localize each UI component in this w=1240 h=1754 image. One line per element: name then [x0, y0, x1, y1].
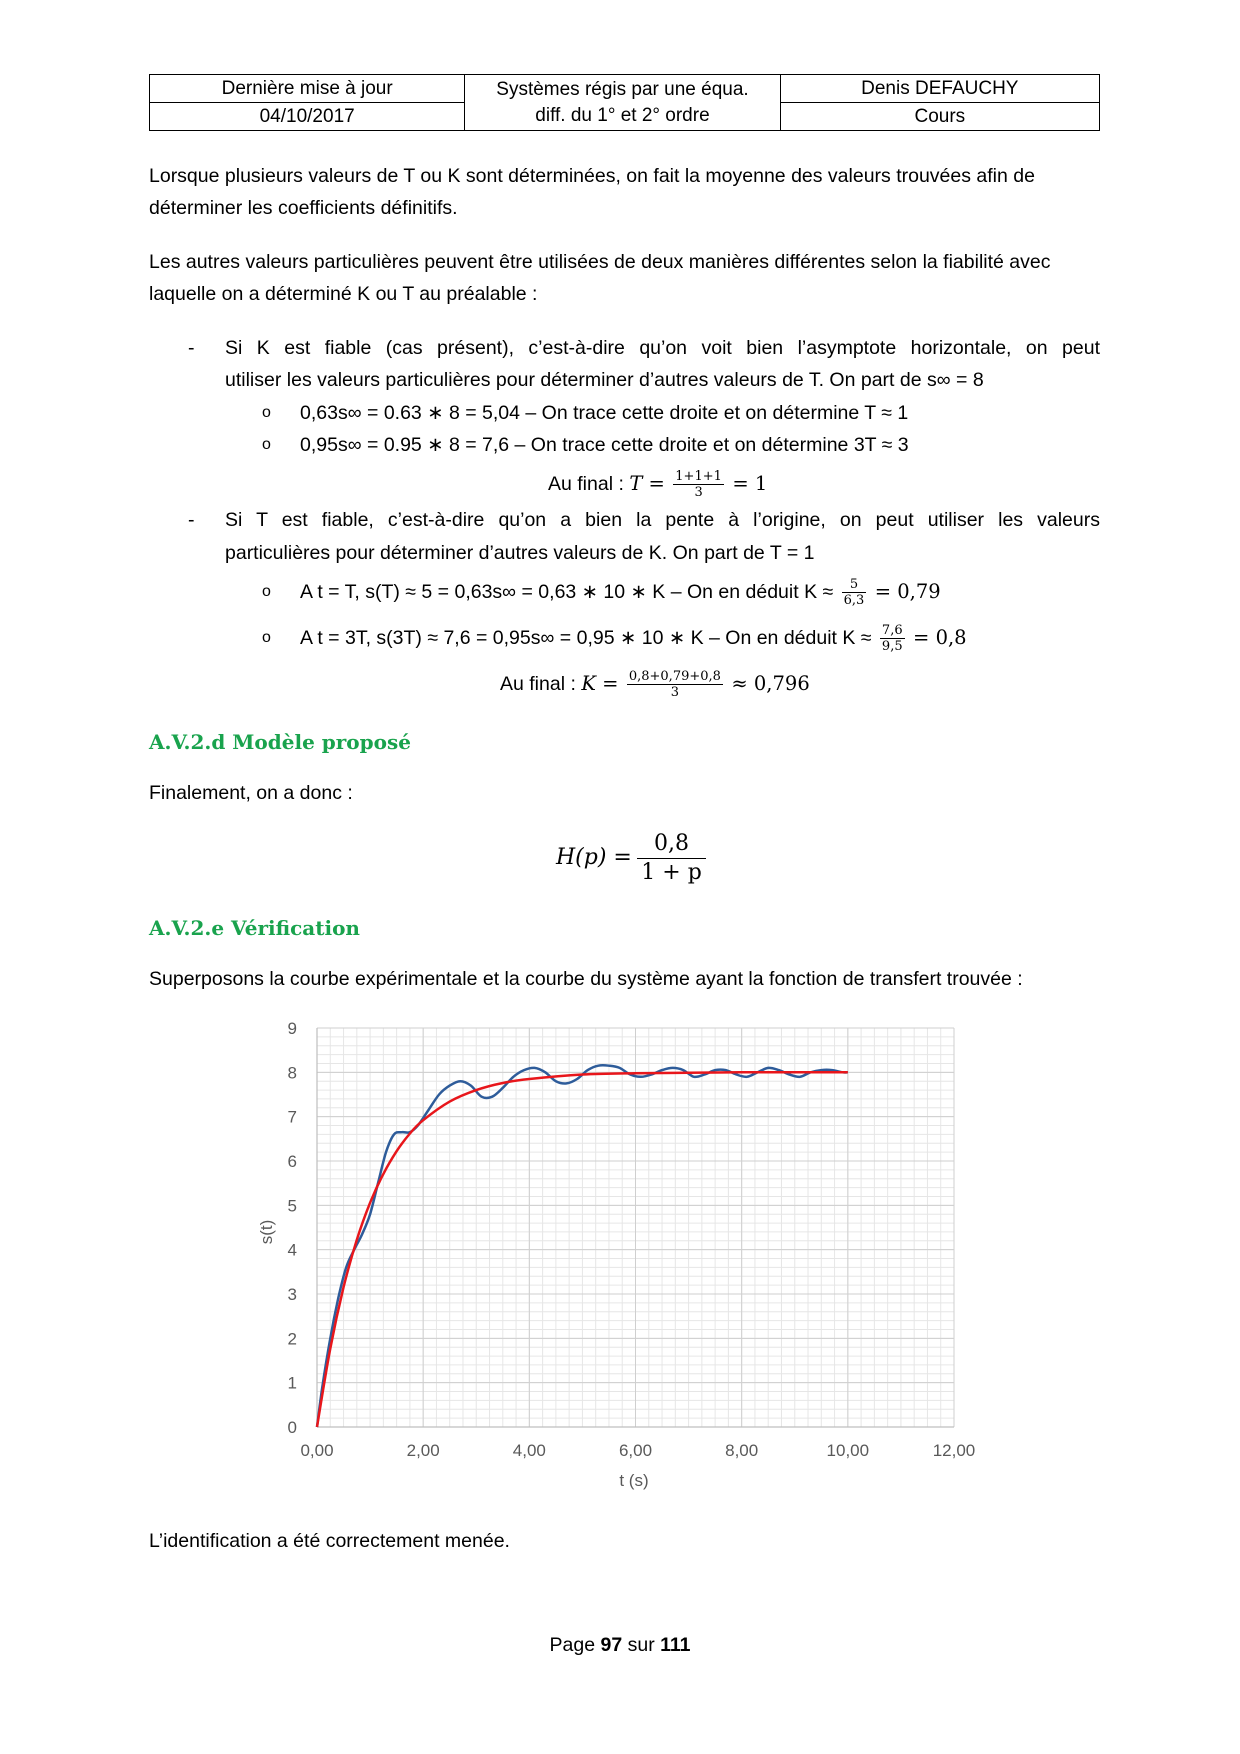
y-tick-label: 3 — [287, 1285, 297, 1304]
conclusion-text: L’identification a été correctement menée. — [149, 1530, 510, 1552]
section-heading-model: A.V.2.d Modèle proposé — [149, 730, 411, 754]
model-intro-text: Finalement, on a donc : — [149, 782, 353, 804]
y-tick-label: 9 — [287, 1019, 297, 1038]
case-k-line-1: Si K est fiable (cas présent), c’est-à-dire qu’on voit bien l’asymptote horizontale, on peut — [225, 337, 1100, 359]
case-t-sub-2: A t = 3T, s(3T) ≈ 7,6 = 0,95s∞ = 0,95 ∗ 10 ∗ K – On en déduit K ≈ $\frac{7,6}{9,5}$ = 0,8 — [300, 623, 967, 655]
title-line-2: diff. du 1° et 2° ordre — [535, 105, 710, 126]
intro-paragraph-1: Lorsque plusieurs valeurs de T ou K sont déterminées, on fait la moyenne des valeurs trouvées afin de déterminer les coefficients définitifs. — [149, 165, 1035, 219]
case-t-line-2: particulières pour déterminer d’autres valeurs de K. On part de T = 1 — [225, 542, 815, 564]
bullet-icon: o — [262, 583, 271, 600]
y-tick-label: 6 — [287, 1152, 297, 1171]
x-tick-label: 10,00 — [826, 1441, 870, 1460]
y-tick-label: 2 — [287, 1329, 297, 1349]
bullet-icon: o — [262, 436, 271, 453]
y-tick-label: 0 — [287, 1418, 297, 1437]
section-heading-verification: A.V.2.e Vérification — [149, 916, 360, 940]
chart-grid — [317, 1028, 954, 1427]
y-tick-label: 4 — [287, 1240, 297, 1260]
bullet-icon: o — [262, 629, 271, 646]
last-update-label: Dernière mise à jour — [150, 75, 465, 103]
case-k-sub-1: 0,63s∞ = 0.63 ∗ 8 = 5,04 – On trace cette droite et on détermine T ≈ 1 — [300, 402, 909, 424]
x-tick-label: 0,00 — [300, 1441, 334, 1460]
y-tick-label: 5 — [287, 1196, 297, 1216]
case-t-sub-1: A t = T, s(T) ≈ 5 = 0,63s∞ = 0,63 ∗ 10 ∗ K – On en déduit K ≈ $\frac{5}{6,3}$ = 0,79 — [300, 577, 941, 609]
document-type: Cours — [780, 103, 1099, 131]
list-dash: - — [188, 509, 195, 531]
x-tick-label: 2,00 — [406, 1441, 440, 1460]
page-total: 111 — [660, 1634, 691, 1656]
case-k-final: Au final : T = $\frac{1+1+1}{3}$ = 1 — [548, 469, 768, 501]
y-tick-label: 1 — [287, 1373, 297, 1393]
case-k-line-2: utiliser les valeurs particulières pour déterminer d’autres valeurs de T. On part de s∞ = 8 — [225, 369, 984, 391]
transfer-function: H(p) = $\frac{0,8}{1 + p}$ — [556, 828, 706, 888]
case-t-final: Au final : K = $\frac{0,8+0,79+0,8}{3}$ ≈ 0,796 — [500, 669, 810, 701]
intro-paragraph-2: Les autres valeurs particulières peuvent être utilisées de deux manières différentes selon la fiabilité avec laquelle on a déterminé K ou T au préalable : — [149, 251, 1051, 305]
chart-axes — [288, 1019, 976, 1460]
author: Denis DEFAUCHY — [780, 75, 1099, 103]
bullet-icon: o — [262, 404, 271, 421]
x-tick-label: 12,00 — [932, 1441, 976, 1460]
page-footer: Page 97 sur 111 — [549, 1634, 691, 1656]
y-tick-label: 7 — [287, 1107, 297, 1127]
case-t-line-1: Si T est fiable, c’est-à-dire qu’on a bien la pente à l’origine, on peut utiliser les valeurs — [225, 509, 1100, 531]
y-axis-label: s(t) — [257, 1219, 276, 1245]
y-tick-label: 8 — [287, 1063, 297, 1083]
list-dash: - — [188, 337, 195, 359]
verification-text: Superposons la courbe expérimentale et la courbe du système ayant la fonction de transfert trouvée : — [149, 968, 1023, 990]
x-tick-label: 4,00 — [512, 1441, 546, 1460]
x-tick-label: 8,00 — [725, 1441, 759, 1460]
x-tick-label: 6,00 — [618, 1441, 653, 1460]
title-line-1: Systèmes régis par une équa. — [496, 79, 749, 100]
case-k-fraction: $\frac{1+1+1}{3}$ — [675, 469, 722, 501]
case-k-sub-2: 0,95s∞ = 0.95 ∗ 8 = 7,6 – On trace cette droite et on détermine 3T ≈ 3 — [300, 434, 909, 456]
page-number: 97 — [600, 1634, 623, 1656]
x-axis-label: t (s) — [619, 1471, 649, 1490]
update-date: 04/10/2017 — [150, 103, 465, 131]
